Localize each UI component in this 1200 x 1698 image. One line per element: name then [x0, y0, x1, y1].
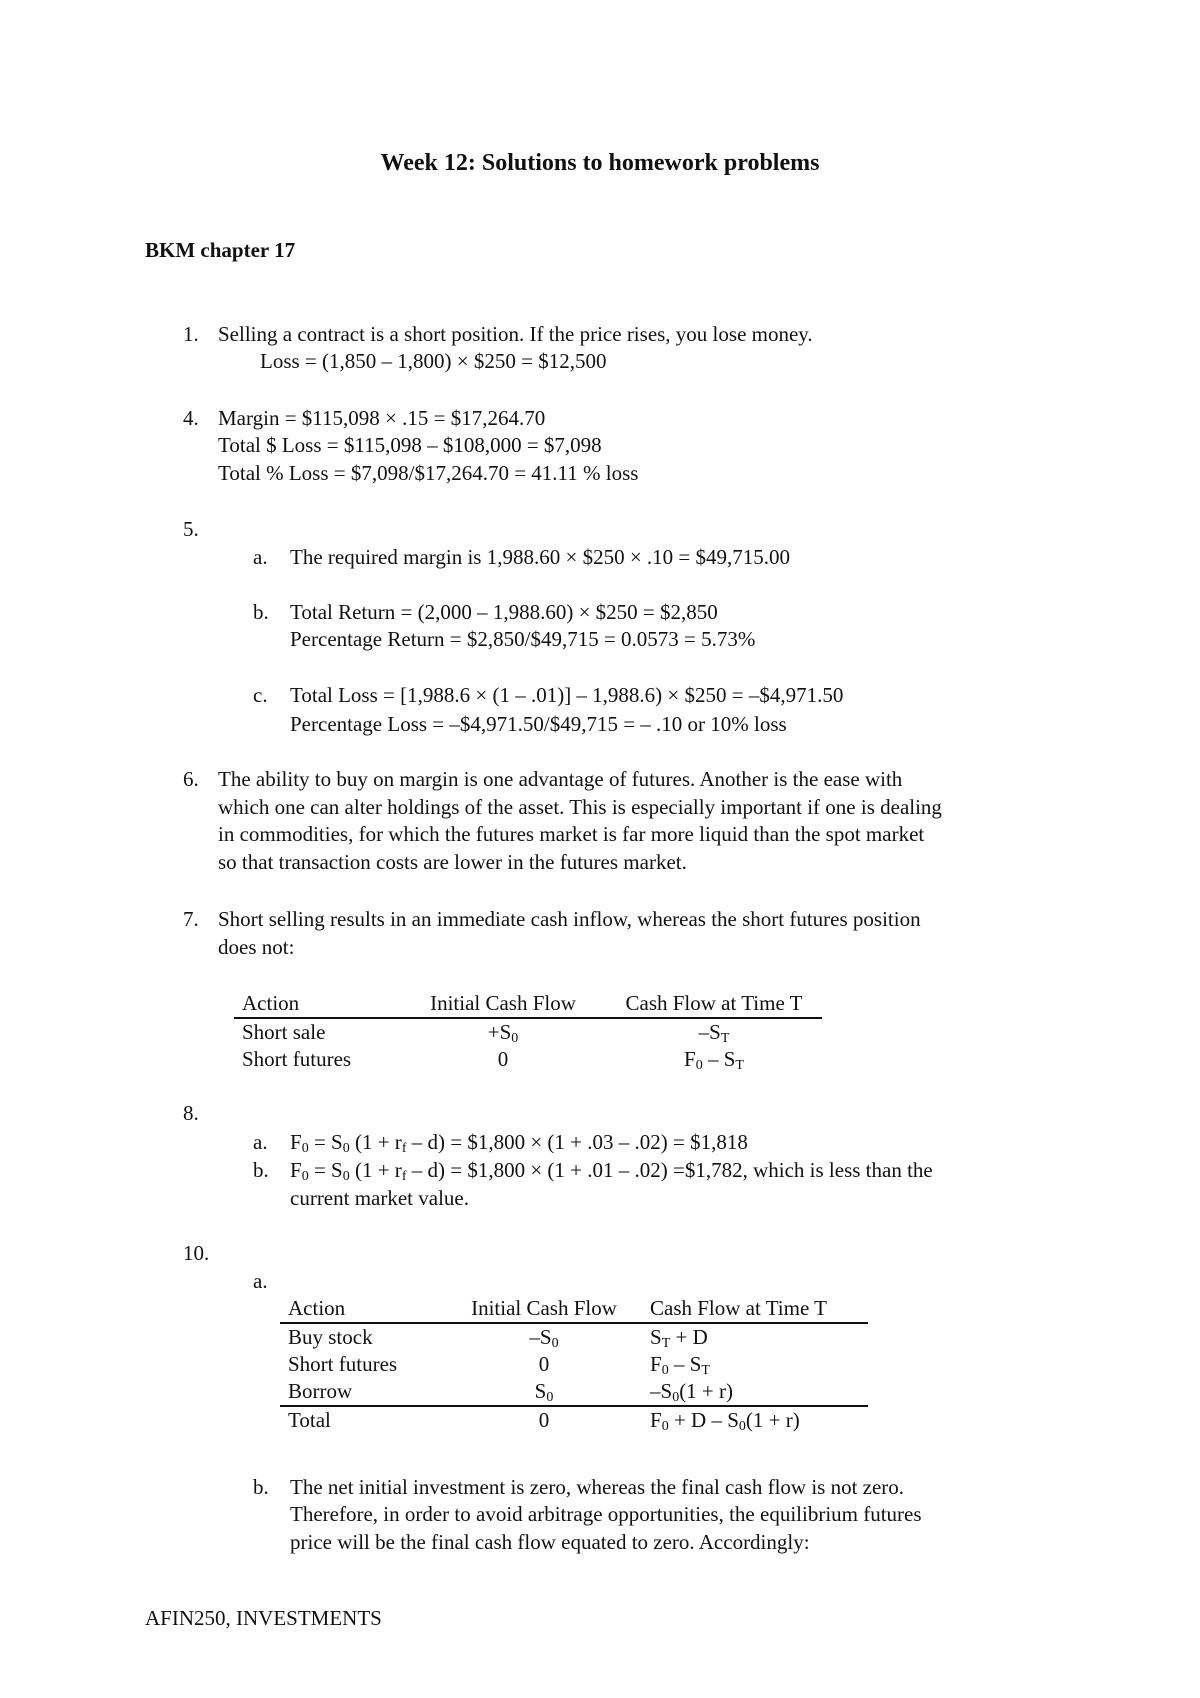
page-title: Week 12: Solutions to homework problems: [380, 150, 820, 176]
table-cell: 0: [497, 1047, 509, 1071]
problem-5b-line1: Total Return = (2,000 – 1,988.60) × $250 = $2,850: [290, 600, 718, 624]
table-cell: $F_0 - S_T$: [650, 1352, 710, 1378]
table-cell: 0: [446, 1406, 642, 1434]
problem-6-line1: The ability to buy on margin is one advantage of futures. Another is the ease with: [218, 767, 903, 791]
table-header-cell: Action: [280, 1295, 446, 1323]
problem-5-number: 5.: [183, 517, 199, 541]
problem-6-line2: which one can alter holdings of the asset. This is especially important if one is dealing: [218, 795, 942, 819]
table-row: [280, 1323, 868, 1351]
problem-10b-label: b.: [253, 1475, 269, 1499]
problem-8b-line2: current market value.: [290, 1186, 469, 1210]
problem-10b-line2: Therefore, in order to avoid arbitrage opportunities, the equilibrium futures: [290, 1502, 922, 1526]
problem-4-line2: Total $ Loss = $115,098 – $108,000 = $7,098: [218, 433, 602, 457]
problem-5a-label: a.: [253, 545, 268, 569]
table-row: [280, 1378, 868, 1406]
table-header-row: [280, 1295, 868, 1323]
problem-5b-label: b.: [253, 600, 269, 624]
problem-8a-label: a.: [253, 1130, 268, 1154]
table-cell: Borrow: [288, 1379, 353, 1403]
table-header-cell: Cash Flow at Time T: [606, 990, 822, 1018]
table-cell: Buy stock: [288, 1325, 373, 1349]
problem-10b-line1: The net initial investment is zero, whereas the final cash flow is not zero.: [290, 1475, 905, 1499]
table-cell: Short futures: [288, 1352, 398, 1376]
table-cell: 0: [538, 1352, 550, 1376]
table-cell: $F_0 + D - S_0(1 + r)$: [642, 1406, 868, 1434]
problem-7-line2: does not:: [218, 935, 295, 959]
table-header-cell: Cash Flow at Time T: [642, 1295, 868, 1323]
table-header-row: [234, 990, 822, 1018]
table-cell: $F_0 - S_T$: [684, 1047, 744, 1073]
problem-4-number: 4.: [183, 406, 199, 430]
problem-5a-text: The required margin is 1,988.60 × $250 × .10 = $49,715.00: [290, 545, 791, 569]
problem-1-number: 1.: [183, 322, 199, 346]
table-total-row: [280, 1406, 868, 1434]
table-cell: $-S_0(1 + r)$: [650, 1379, 734, 1405]
problem-8-number: 8.: [183, 1101, 199, 1125]
table-header-cell: Initial Cash Flow: [446, 1295, 642, 1323]
problem-5c-label: c.: [253, 683, 268, 707]
table-cell: $-S_0$: [529, 1325, 559, 1351]
section-heading: BKM chapter 17: [145, 238, 296, 262]
problem-7-table: [234, 990, 822, 1073]
problem-10-number: 10.: [183, 1241, 210, 1265]
problem-8b-label: b.: [253, 1158, 269, 1182]
problem-6-line3: in commodities, for which the futures market is far more liquid than the spot market: [218, 822, 925, 846]
problem-1-calc: Loss = (1,850 – 1,800) × $250 = $12,500: [260, 349, 607, 373]
table-cell: Total: [280, 1406, 446, 1434]
table-cell: Short futures: [242, 1047, 352, 1071]
table-header-cell: Action: [234, 990, 400, 1018]
problem-8a-text: $F_0 = S_0$ $(1 + r_f - d)$ = $1,800 × (1 + .03 – .02) = $1,818: [290, 1130, 748, 1156]
table-header-cell: Initial Cash Flow: [400, 990, 606, 1018]
problem-5c-line1: Total Loss = [1,988.6 × (1 – .01)] – 1,988.6) × $250 = –$4,971.50: [290, 683, 844, 707]
table-cell: $+S_0$: [487, 1020, 519, 1046]
problem-4-line3: Total % Loss = $7,098/$17,264.70 = 41.11 % loss: [218, 461, 639, 485]
problem-6-number: 6.: [183, 767, 199, 791]
problem-5c-line2: Percentage Loss = –$4,971.50/$49,715 = – .10 or 10% loss: [290, 712, 787, 736]
problem-10-table: [280, 1295, 868, 1434]
table-row: [280, 1351, 868, 1378]
table-cell: $S_0$: [534, 1379, 554, 1405]
table-cell: Short sale: [242, 1020, 326, 1044]
table-row: [234, 1046, 822, 1073]
problem-10a-label: a.: [253, 1269, 268, 1293]
problem-5b-line2: Percentage Return = $2,850/$49,715 = 0.0573 = 5.73%: [290, 627, 756, 651]
table-row: [234, 1018, 822, 1046]
problem-7-number: 7.: [183, 907, 199, 931]
table-cell: $S_T + D$: [650, 1325, 708, 1351]
problem-7-line1: Short selling results in an immediate cash inflow, whereas the short futures position: [218, 907, 921, 931]
problem-6-line4: so that transaction costs are lower in the futures market.: [218, 850, 687, 874]
problem-1-text: Selling a contract is a short position. If the price rises, you lose money.: [218, 322, 813, 346]
problem-10b-line3: price will be the final cash flow equated to zero. Accordingly:: [290, 1530, 810, 1554]
problem-4-line1: Margin = $115,098 × .15 = $17,264.70: [218, 406, 546, 430]
table-cell: $-S_T$: [698, 1020, 730, 1046]
page-footer: AFIN250, INVESTMENTS: [145, 1606, 382, 1630]
problem-8b-text: $F_0 = S_0$ $(1 + r_f - d)$ = $1,800 × (1 + .01 – .02) =$1,782, which is less than the: [290, 1158, 933, 1184]
